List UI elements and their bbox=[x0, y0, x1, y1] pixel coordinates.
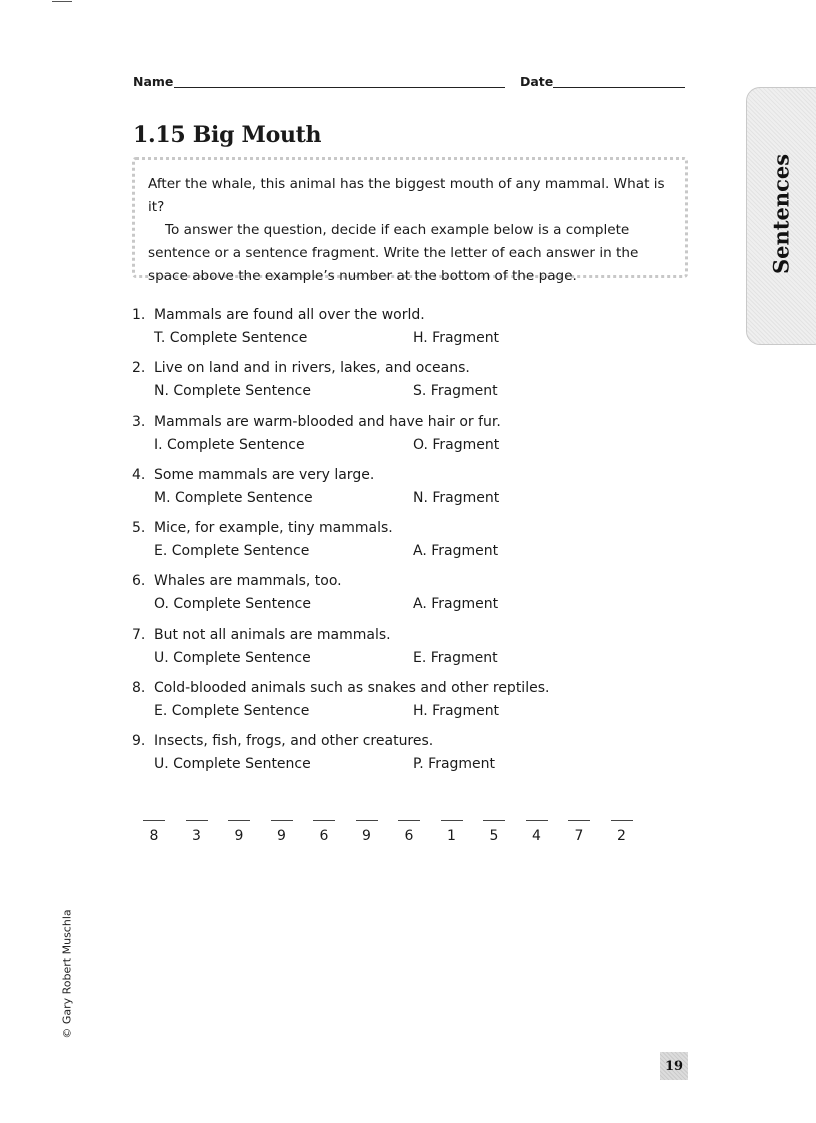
answer-slot[interactable] bbox=[271, 812, 293, 844]
section-tab-label: Sentences bbox=[768, 153, 794, 275]
question-text: But not all animals are mammals. bbox=[154, 626, 391, 643]
question-number: 1. bbox=[132, 307, 146, 323]
date-field-line[interactable] bbox=[553, 87, 685, 88]
option-fragment: S. Fragment bbox=[413, 383, 498, 400]
answer-blank[interactable] bbox=[568, 820, 590, 821]
answer-slot-number: 9 bbox=[362, 828, 371, 844]
question-item bbox=[132, 360, 552, 413]
answer-slot-number: 9 bbox=[234, 828, 244, 844]
question-text: Mammals are found all over the world. bbox=[154, 307, 425, 323]
option-fragment: H. Fragment bbox=[413, 703, 500, 720]
answer-blank[interactable] bbox=[313, 820, 335, 821]
option-fragment: O. Fragment bbox=[413, 436, 500, 453]
answer-blank[interactable] bbox=[228, 820, 250, 821]
answer-blank[interactable] bbox=[271, 820, 293, 821]
question-number: 6. bbox=[132, 573, 146, 590]
answer-slot-number: 6 bbox=[404, 828, 414, 844]
question-text: Mammals are warm-blooded and have hair or fur. bbox=[154, 413, 501, 430]
option-complete-sentence: M. Complete Sentence bbox=[154, 489, 313, 506]
question-text: Some mammals are very large. bbox=[154, 466, 375, 483]
question-number: 3. bbox=[132, 413, 146, 430]
answer-slot-number: 7 bbox=[574, 828, 584, 844]
answer-blank[interactable] bbox=[526, 820, 548, 821]
page-title: 1.15 Big Mouth bbox=[133, 122, 322, 148]
answer-blank[interactable] bbox=[611, 820, 633, 821]
option-fragment: N. Fragment bbox=[413, 489, 500, 506]
answer-slot-number: 4 bbox=[532, 828, 541, 844]
answer-slot-number: 8 bbox=[149, 828, 159, 844]
question-text: Insects, fish, frogs, and other creatures. bbox=[154, 733, 434, 750]
option-fragment: E. Fragment bbox=[413, 649, 498, 666]
page-number: 19 bbox=[660, 1052, 688, 1080]
answer-blank[interactable] bbox=[356, 820, 378, 821]
answer-slot[interactable] bbox=[483, 812, 505, 844]
date-label: Date bbox=[520, 74, 554, 89]
question-number: 8. bbox=[132, 680, 146, 697]
name-field-line[interactable] bbox=[174, 87, 505, 88]
answer-blank[interactable] bbox=[398, 820, 420, 821]
question-number: 7. bbox=[132, 626, 146, 643]
answer-slot-number: 5 bbox=[489, 828, 499, 844]
option-complete-sentence: E. Complete Sentence bbox=[154, 703, 310, 720]
question-number: 4. bbox=[132, 466, 146, 483]
question-item bbox=[132, 520, 552, 573]
question-number: 2. bbox=[132, 360, 146, 377]
option-complete-sentence: O. Complete Sentence bbox=[154, 596, 311, 613]
question-number: 5. bbox=[132, 520, 146, 537]
question-text: Mice, for example, tiny mammals. bbox=[154, 520, 393, 537]
answer-slot-number: 3 bbox=[192, 828, 201, 844]
option-complete-sentence: I. Complete Sentence bbox=[154, 436, 305, 453]
option-fragment: H. Fragment bbox=[413, 330, 500, 346]
answer-slot-number: 2 bbox=[617, 828, 626, 844]
question-text: Whales are mammals, too. bbox=[154, 573, 342, 590]
question-number: 9. bbox=[132, 733, 146, 750]
question-item bbox=[132, 627, 552, 680]
question-item bbox=[132, 414, 552, 467]
option-complete-sentence: U. Complete Sentence bbox=[154, 649, 311, 666]
corner-crop-mark bbox=[52, 1, 72, 2]
answer-row bbox=[143, 812, 643, 852]
instructions-text bbox=[148, 173, 678, 288]
answer-slot[interactable] bbox=[398, 812, 420, 844]
question-item bbox=[132, 467, 552, 520]
question-item bbox=[132, 307, 552, 360]
answer-slot[interactable] bbox=[568, 812, 590, 844]
question-text: Live on land and in rivers, lakes, and oceans. bbox=[154, 360, 470, 377]
name-label: Name bbox=[133, 74, 174, 89]
question-item bbox=[132, 680, 552, 733]
option-complete-sentence: E. Complete Sentence bbox=[154, 543, 310, 560]
question-text: Cold-blooded animals such as snakes and other reptiles. bbox=[154, 680, 550, 697]
question-list bbox=[132, 307, 552, 787]
question-item bbox=[132, 733, 552, 786]
answer-blank[interactable] bbox=[441, 820, 463, 821]
option-fragment: A. Fragment bbox=[413, 543, 499, 560]
instructions-line-2: To answer the question, decide if each example below is a complete sentence or a sentence fragment. Write the letter of each answer in the space above the example’s number at the bottom of the page. bbox=[148, 222, 639, 284]
answer-slot[interactable] bbox=[441, 812, 463, 844]
answer-slot[interactable] bbox=[143, 812, 165, 844]
answer-slot[interactable] bbox=[313, 812, 335, 844]
option-complete-sentence: T. Complete Sentence bbox=[154, 330, 308, 346]
answer-blank[interactable] bbox=[143, 820, 165, 821]
answer-blank[interactable] bbox=[186, 820, 208, 821]
answer-slot-number: 1 bbox=[447, 828, 456, 844]
answer-slot[interactable] bbox=[228, 812, 250, 844]
option-complete-sentence: U. Complete Sentence bbox=[154, 756, 311, 773]
answer-blank[interactable] bbox=[483, 820, 505, 821]
answer-slot[interactable] bbox=[611, 812, 633, 844]
answer-slot[interactable] bbox=[186, 812, 208, 844]
answer-slot[interactable] bbox=[356, 812, 378, 844]
copyright-notice: © Gary Robert Muschla bbox=[60, 909, 74, 1039]
option-fragment: P. Fragment bbox=[413, 756, 496, 773]
option-fragment: A. Fragment bbox=[413, 596, 499, 613]
name-date-header bbox=[133, 74, 685, 92]
answer-slot-number: 9 bbox=[277, 828, 286, 844]
answer-slot-number: 6 bbox=[319, 828, 329, 844]
option-complete-sentence: N. Complete Sentence bbox=[154, 383, 311, 400]
answer-slot[interactable] bbox=[526, 812, 548, 844]
instructions-line-1: After the whale, this animal has the biggest mouth of any mammal. What is it? bbox=[148, 176, 665, 215]
question-item bbox=[132, 573, 552, 626]
